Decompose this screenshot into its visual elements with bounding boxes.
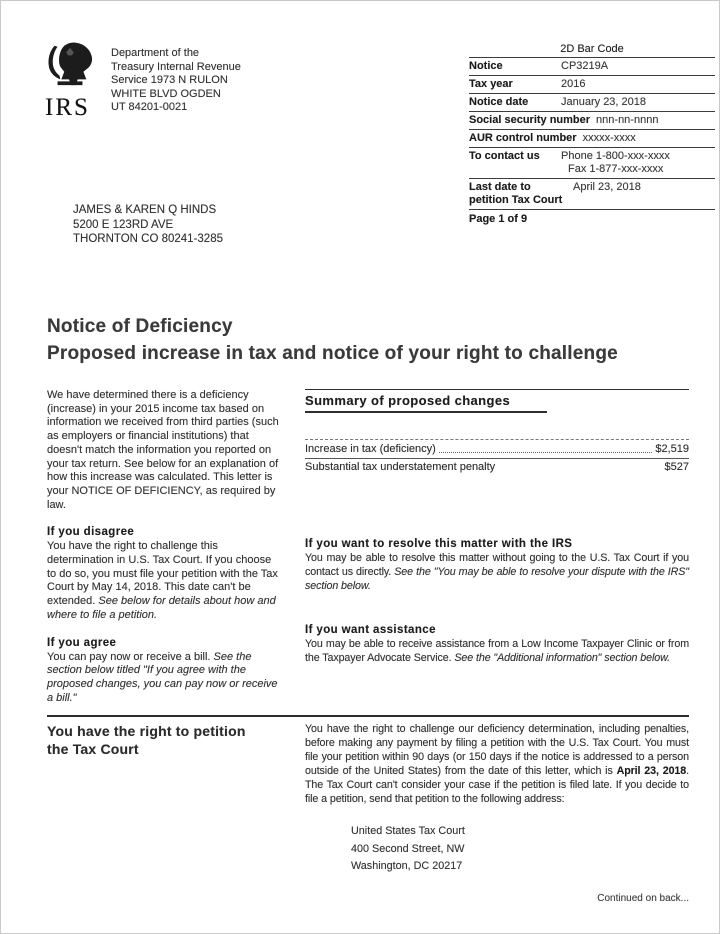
section-want-assistance: [305, 624, 689, 666]
petition-deadline-date: April 23, 2018: [616, 764, 687, 777]
section-paragraph: [47, 540, 283, 622]
contact-fax: Fax 1-877-xxx-xxxx: [568, 163, 664, 175]
section-heading: If you want to resolve this matter with the IRS: [305, 538, 573, 550]
text-normal: You may be able to receive assistance from a Low Income Taxpayer Clinic or from the Taxpayer Advocate Service.: [305, 637, 689, 664]
agency-line: UT 84201-0021: [111, 101, 188, 114]
text-normal: You may be able to resolve this matter without going to the U.S. Tax Court if you contact us directly.: [305, 552, 689, 578]
info-label: To contact us: [469, 150, 540, 162]
info-row-notice: [469, 58, 715, 76]
info-label: Notice date: [469, 96, 529, 108]
text-italic: See the "You may be able to resolve your dispute with the IRS" section below.: [305, 565, 689, 592]
agency-line: Service 1973 N RULON: [111, 74, 228, 87]
info-value: CP3219A: [561, 60, 609, 72]
summary-row-label: Substantial tax understatement penalty: [305, 461, 496, 473]
summary-row-amount: $2,519: [655, 443, 689, 455]
irs-logo-text: IRS: [45, 94, 90, 121]
notice-info-table: [469, 43, 715, 225]
info-label: Social security number: [469, 114, 591, 126]
info-row-tax-year: [469, 76, 715, 94]
barcode-label: 2D Bar Code: [469, 43, 715, 58]
right-column: [305, 389, 689, 705]
text-normal: You can pay now or receive a bill.: [47, 650, 214, 663]
summary-row: [305, 441, 689, 459]
petition-left: [47, 723, 289, 876]
court-address-line: United States Tax Court: [351, 825, 465, 838]
irs-eagle-icon: [45, 41, 95, 89]
contact-phone: Phone 1-800-xxx-xxxx: [561, 150, 670, 162]
agency-address: [111, 47, 283, 115]
summary-heading: Summary of proposed changes: [305, 389, 689, 413]
summary-row: [305, 459, 689, 476]
main-columns: [47, 389, 689, 705]
agency-line: Department of the: [111, 47, 200, 59]
section-paragraph: [305, 638, 689, 666]
court-address-line: Washington, DC 20217: [351, 860, 463, 873]
section-paragraph: [47, 651, 283, 706]
irs-logo: [45, 41, 109, 120]
info-row-last-date: [469, 179, 715, 210]
petition-paragraph: [305, 723, 689, 806]
recipient-address: [73, 203, 223, 247]
section-divider-rule: [47, 715, 689, 717]
info-label: AUR control number: [469, 132, 577, 144]
summary-table: [305, 439, 689, 476]
text-normal: You have the right to challenge our deficiency determination, including penalties, before making any payment by filing a petition with the U.S. Tax Court. You must file your petition within 90 days (or 150 days if the notice is addressed to a person outside of the United States) from the date of this letter, which is: [305, 723, 689, 777]
text-normal: You have the right to challenge this determination in U.S. Tax Court. If you choose to do so, you must file your petition with the Tax Court by May 14, 2018. This date can't be extended.: [47, 540, 278, 608]
info-value: nnn-nn-nnnn: [596, 114, 659, 126]
info-row-contact: [469, 148, 715, 179]
intro-paragraph: We have determined there is a deficiency (increase) in your 2015 income tax based on information we received from third parties (such as employers or financial institutions) that doesn't match the information you reported on your tax return. See below for an explanation of how this increase was calculated. This letter is your NOTICE OF DEFICIENCY, as required by law.: [47, 389, 279, 511]
recipient-line: JAMES & KAREN Q HINDS: [73, 204, 217, 216]
info-value: January 23, 2018: [561, 96, 647, 108]
recipient-line: THORNTON CO 80241-3285: [73, 233, 223, 245]
text-italic: See the "Additional information" section below.: [454, 651, 670, 664]
info-value: xxxxx-xxxx: [582, 132, 636, 144]
dotted-leader: [439, 452, 653, 453]
title-line-1: Notice of Deficiency: [47, 316, 233, 337]
recipient-line: 5200 E 123RD AVE: [73, 218, 174, 231]
agency-line: WHITE BLVD OGDEN: [111, 87, 221, 100]
info-value: 2016: [561, 78, 586, 90]
tax-court-address: [351, 823, 689, 876]
petition-section: [47, 723, 689, 876]
info-label: Last date to petition Tax Court: [469, 181, 563, 206]
info-label: Tax year: [469, 78, 513, 90]
info-value: April 23, 2018: [573, 181, 641, 193]
text-italic: See below for details about how and where to file a petition.: [47, 595, 276, 621]
court-address-line: 400 Second Street, NW: [351, 842, 465, 855]
section-if-you-agree: [47, 637, 289, 706]
section-heading: If you want assistance: [305, 623, 436, 636]
info-row-aur: [469, 130, 715, 148]
section-heading: If you agree: [47, 636, 117, 649]
info-value: [561, 150, 670, 176]
section-paragraph: [305, 552, 689, 594]
summary-row-label: Increase in tax (deficiency): [305, 443, 436, 455]
left-column: [47, 389, 289, 705]
title-line-2: Proposed increase in tax and notice of your right to challenge: [47, 343, 618, 364]
section-if-you-disagree: [47, 526, 289, 622]
info-row-notice-date: [469, 94, 715, 112]
info-label: Notice: [469, 60, 503, 72]
summary-row-amount: $527: [664, 461, 689, 473]
section-resolve-with-irs: [305, 538, 689, 594]
text-italic: See the section below titled "If you agree with the proposed changes, you can pay now or receive a bill.": [47, 650, 278, 704]
info-row-ssn: [469, 112, 715, 130]
page-number: Page 1 of 9: [469, 213, 528, 225]
document-title: [47, 313, 707, 367]
text-normal: . The Tax Court can't consider your case if the petition is filed late. If you decide to file a petition, send that petition to the following address:: [305, 764, 689, 805]
continued-note: Continued on back...: [597, 893, 689, 904]
section-heading: If you disagree: [47, 526, 135, 539]
petition-right: [305, 723, 689, 876]
agency-line: Treasury Internal Revenue: [111, 60, 241, 73]
petition-heading: You have the right to petition the Tax Court: [47, 723, 246, 757]
